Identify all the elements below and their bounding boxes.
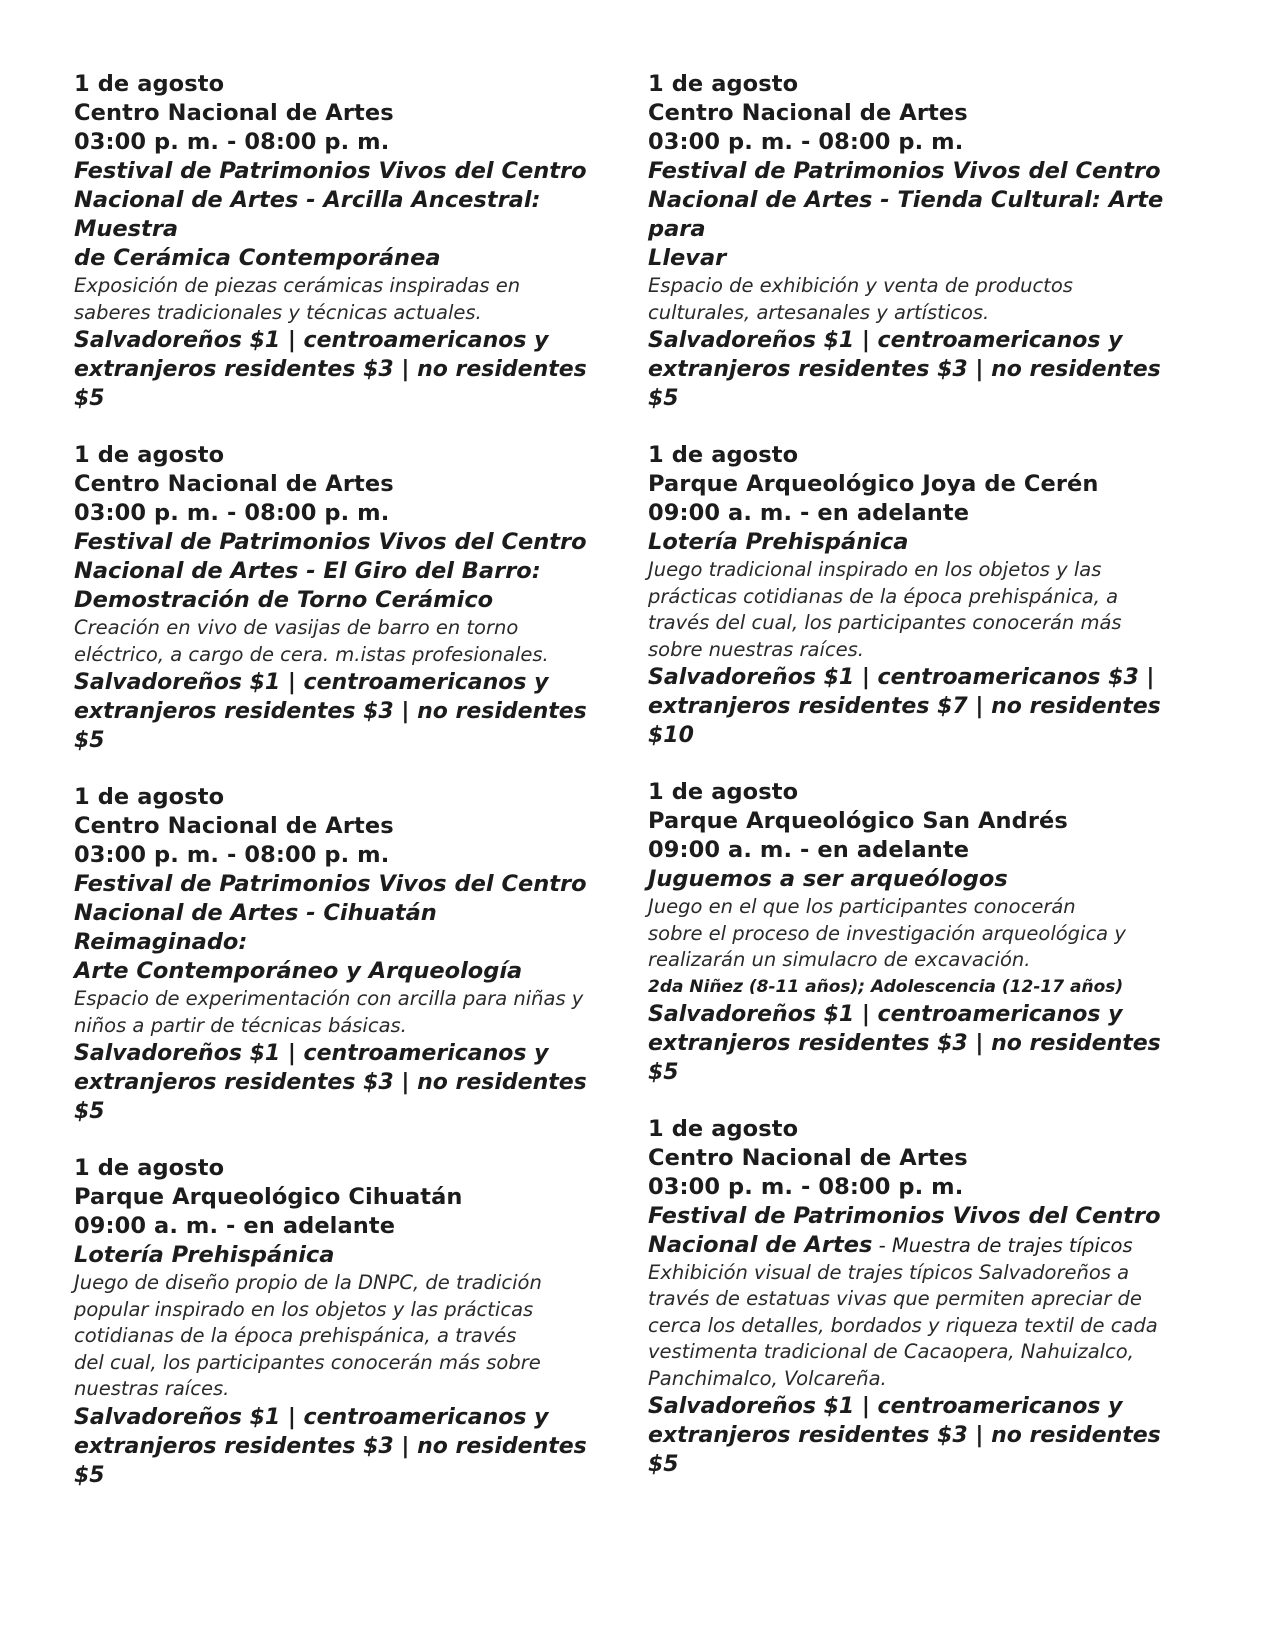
event-venue: Centro Nacional de Artes [74,471,394,497]
event-time: 03:00 p. m. - 08:00 p. m. [648,129,964,155]
event-title: Lotería Prehispánica [648,529,909,555]
event-entry [74,783,614,1126]
event-description: Exposición de piezas cerámicas inspiradas en saberes tradicionales y técnicas actuales. [74,274,521,324]
event-description: Espacio de experimentación con arcilla para niñas y niños a partir de técnicas básicas. [74,987,584,1037]
event-time: 09:00 a. m. - en adelante [648,837,970,863]
event-date: 1 de agosto [648,779,799,805]
event-venue: Parque Arqueológico San Andrés [648,808,1068,834]
event-description: Exhibición visual de trajes típicos Salvadoreños a través de estatuas vivas que permiten apreciar de cerca los detalles, bordados y riqueza textil de cada vestimenta tradicional de Cacaopera, Nahuizalco, Panchimalco, Volcareña. [648,1260,1158,1390]
event-entry [648,441,1188,750]
event-title: Festival de Patrimonios Vivos del Centro Nacional de Artes - El Giro del Barro: Demostración de Torno Cerámico [74,529,587,613]
event-entry [74,441,614,755]
event-description: Juego en el que los participantes conocerán sobre el proceso de investigación arqueológica y realizarán un simulacro de excavación. [648,895,1126,971]
event-price: Salvadoreños $1 | centroamericanos y extranjeros residentes $3 | no residentes $5 [648,1001,1161,1085]
event-date: 1 de agosto [648,1115,799,1142]
event-time: 09:00 a. m. - en adelante [74,1213,396,1239]
event-price: Salvadoreños $1 | centroamericanos y extranjeros residentes $3 | no residentes $5 [648,328,1161,411]
event-venue: Parque Arqueológico Joya de Cerén [648,471,1099,497]
event-price: Salvadoreños $1 | centroamericanos y extranjeros residentes $3 | no residentes $5 [74,670,587,753]
right-column [648,70,1188,1507]
event-title: Juguemos a ser arqueólogos [648,866,1008,892]
event-venue: Parque Arqueológico Cihuatán [74,1184,463,1210]
event-title-text: Festival de Patrimonios Vivos del Centro Nacional de Artes [648,1202,1161,1258]
event-time: 09:00 a. m. - en adelante [648,500,970,526]
event-description: Espacio de exhibición y venta de productos culturales, artesanales y artísticos. [648,274,1073,324]
event-venue: Centro Nacional de Artes [648,1144,968,1171]
left-column [74,70,614,1518]
event-venue: Centro Nacional de Artes [74,813,394,839]
event-price: Salvadoreños $1 | centroamericanos y extranjeros residentes $3 | no residentes $5 [74,1404,587,1488]
event-age-range: 2da Niñez (8-11 años); Adolescencia (12-17 años) [648,976,1124,997]
event-price: Salvadoreños $1 | centroamericanos y extranjeros residentes $3 | no residentes $5 [74,328,587,411]
event-title: Festival de Patrimonios Vivos del Centro Nacional de Artes - Tienda Cultural: Arte para Llevar [648,158,1164,271]
event-title [648,1202,1188,1260]
event-date: 1 de agosto [648,71,799,97]
event-price: Salvadoreños $1 | centroamericanos y extranjeros residentes $3 | no residentes $5 [648,1394,1161,1477]
event-description: Juego de diseño propio de la DNPC, de tradición popular inspirado en los objetos y las prácticas cotidianas de la época prehispánica, a través del cual, los participantes conocerán más sobre nuestras raíces. [74,1271,542,1400]
event-title: Festival de Patrimonios Vivos del Centro Nacional de Artes - Arcilla Ancestral: Muestra de Cerámica Contemporánea [74,158,587,271]
event-title-suffix: - Muestra de trajes típicos [872,1233,1133,1257]
event-title: Festival de Patrimonios Vivos del Centro Nacional de Artes - Cihuatán Reimaginado: Arte Contemporáneo y Arqueología [74,871,587,984]
event-date: 1 de agosto [74,1155,225,1181]
event-date: 1 de agosto [74,784,225,810]
event-entry [648,1115,1188,1480]
event-price: Salvadoreños $1 | centroamericanos $3 | extranjeros residentes $7 | no residentes $10 [648,665,1161,748]
event-time: 03:00 p. m. - 08:00 p. m. [74,500,390,526]
event-entry [648,778,1188,1087]
event-description: Juego tradicional inspirado en los objetos y las prácticas cotidianas de la época prehispánica, a través del cual, los participantes conocerán más sobre nuestras raíces. [648,558,1122,661]
event-title: Lotería Prehispánica [74,1242,335,1268]
event-description: Creación en vivo de vasijas de barro en torno eléctrico, a cargo de cera. m.istas profesionales. [74,616,549,666]
event-entry [74,70,614,413]
event-date: 1 de agosto [74,442,225,468]
event-time: 03:00 p. m. - 08:00 p. m. [74,129,390,155]
event-date: 1 de agosto [648,442,799,468]
event-price: Salvadoreños $1 | centroamericanos y extranjeros residentes $3 | no residentes $5 [74,1041,587,1124]
event-venue: Centro Nacional de Artes [648,100,968,126]
event-entry [648,70,1188,413]
event-time: 03:00 p. m. - 08:00 p. m. [648,1173,964,1200]
event-venue: Centro Nacional de Artes [74,100,394,126]
event-time: 03:00 p. m. - 08:00 p. m. [74,842,390,868]
event-date: 1 de agosto [74,71,225,97]
event-entry [74,1154,614,1490]
